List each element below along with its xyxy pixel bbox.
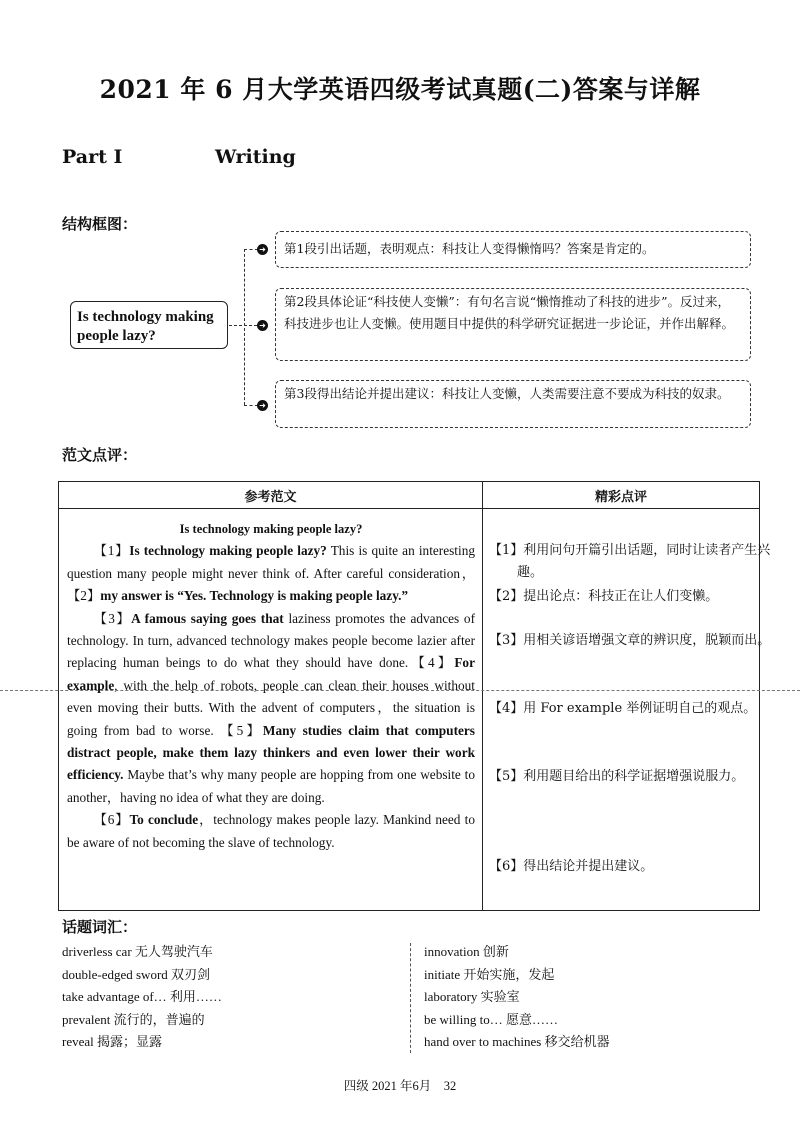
essay-text: ，technology makes people lazy. Mankind need to be aware of not becoming the slave of technology. (67, 812, 475, 850)
vocab-item: driverless car 无人驾驶汽车 (62, 944, 213, 959)
cut-line (0, 690, 800, 691)
vocab-heading: 话题词汇： (62, 918, 138, 936)
arrow-right-icon: ➜ (257, 244, 268, 255)
essay-text: laziness promotes the advances of technology. In turn, advanced technology makes people become lazier after replacing human beings to do what they should have done. (67, 610, 475, 671)
page-title: 2021 年 6 月大学英语四级考试真题(二)答案与详解 (99, 75, 701, 104)
connector-branch-1 (244, 249, 258, 250)
column-divider (482, 482, 483, 910)
page-footer: 四级 2021 年6月 32 (343, 1079, 457, 1093)
vocab-item: reveal 揭露；显露 (62, 1034, 163, 1050)
essay-text: Maybe that’s why many people are hopping from one website to another，having no idea of what they are doing. (67, 767, 475, 805)
marker-2: 【2】 (67, 588, 101, 604)
sample-table (58, 481, 771, 911)
sample-heading: 范文点评： (62, 446, 138, 464)
essay-text: , with the help of robots, people can clean their houses without even moving their butts. With the advent of computers，the situation is going from bad to worse. (67, 677, 475, 738)
comment-4: 【4】用 For example 举例证明自己的观点。 (489, 701, 757, 716)
vocab-item: innovation 创新 (424, 944, 509, 959)
highlight-4: For example (67, 655, 475, 693)
paragraph-box-1: 第1段引出话题，表明观点：科技让人变得懒惰吗？答案是肯定的。 (275, 231, 751, 268)
essay-text: This is quite an interesting question many people might never think of. After careful consideration， (67, 543, 475, 581)
comment-1: 【1】利用问句开篇引出话题，同时让读者产生兴趣。 (489, 543, 771, 581)
vocab-list-left (62, 941, 222, 1054)
table-header-row (59, 482, 759, 509)
structure-heading: 结构框图： (62, 215, 138, 233)
vocab-item: take advantage of… 利用…… (62, 989, 222, 1005)
highlight-1: Is technology making people lazy? (129, 543, 327, 559)
comment-6: 【6】得出结论并提出建议。 (489, 859, 654, 874)
comment-3: 【3】用相关谚语增强文章的辨识度，脱颖而出。 (489, 633, 771, 648)
vocab-item: double-edged sword 双刃剑 (62, 966, 211, 982)
connector-branch-3 (244, 405, 258, 406)
essay-paragraph-1 (67, 540, 475, 607)
vocab-item: prevalent 流行的，普遍的 (62, 1011, 205, 1027)
marker-4: 【4】 (408, 655, 455, 671)
vocab-list-right (424, 941, 610, 1054)
essay-paragraph-2 (67, 608, 475, 810)
essay-title: Is technology making people lazy? (179, 522, 363, 536)
connector-trunk (244, 249, 245, 405)
part-name: Writing (215, 146, 296, 168)
paragraph-box-3: 第3段得出结论并提出建议：科技让人变懒，人类需要注意不要成为科技的奴隶。 (275, 380, 751, 428)
comment-2: 【2】提出论点：科技正在让人们变懒。 (489, 589, 719, 604)
vocab-item: hand over to machines 移交给机器 (424, 1034, 610, 1050)
highlight-6: To conclude (129, 812, 199, 828)
connector-topic (229, 325, 257, 326)
highlight-5: Many studies claim that computers distract people, make them lazy thinkers and even lower their work efficiency. (67, 722, 475, 783)
marker-5: 【5】 (220, 722, 263, 738)
topic-box: Is technology making people lazy? (70, 301, 228, 349)
vocab-item: be willing to… 愿意…… (424, 1011, 558, 1027)
column-header-comments: 精彩点评 (594, 490, 647, 505)
marker-3: 【3】 (93, 610, 132, 626)
marker-6: 【6】 (93, 812, 130, 828)
arrow-right-icon: ➜ (257, 320, 268, 331)
sample-essay (67, 518, 475, 854)
marker-1: 【1】 (93, 543, 130, 559)
vocab-item: initiate 开始实施，发起 (424, 966, 555, 982)
part-label: Part Ⅰ (62, 146, 123, 168)
comment-5: 【5】利用题目给出的科学证据增强说服力。 (489, 769, 745, 784)
highlight-2: my answer is “Yes. Technology is making people lazy.” (100, 588, 409, 604)
highlight-3: A famous saying goes that (131, 610, 284, 626)
column-header-essay: 参考范文 (244, 490, 297, 505)
vocab-item: laboratory 实验室 (424, 989, 520, 1005)
vocab-divider (410, 943, 411, 1053)
paragraph-box-2: 第2段具体论证“科技使人变懒”：有句名言说“懒惰推动了科技的进步”。反过来，科技进步也让人变懒。使用题目中提供的科学研究证据进一步论证，并作出解释。 (275, 288, 751, 361)
essay-paragraph-3 (67, 809, 475, 854)
arrow-right-icon: ➜ (257, 400, 268, 411)
